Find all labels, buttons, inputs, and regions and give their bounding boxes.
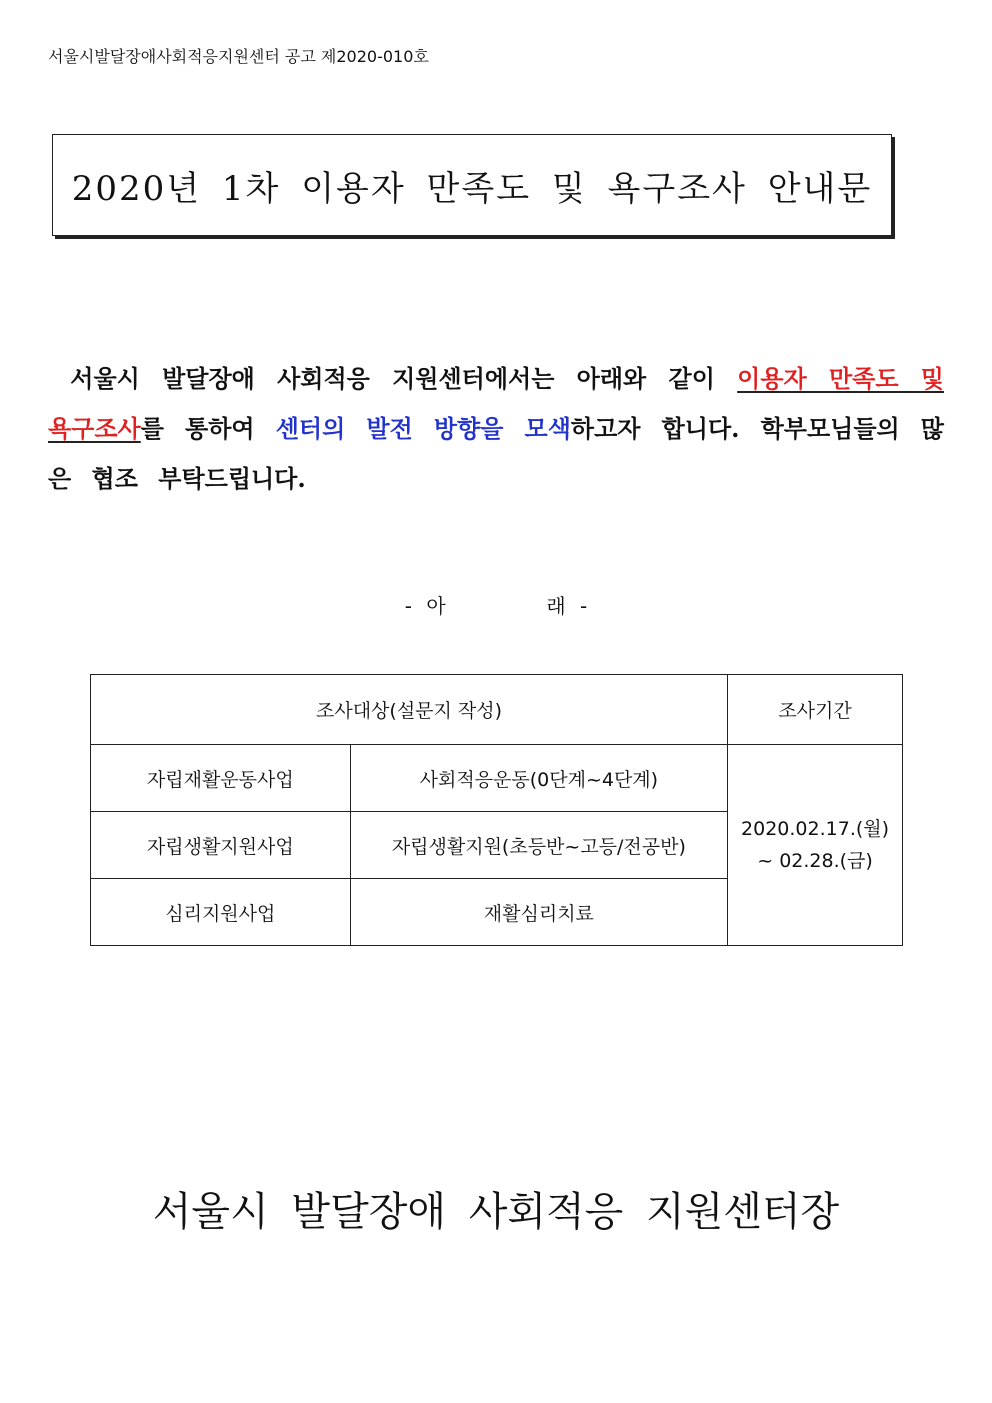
detail-cell: 사회적응운동(0단계~4단계) bbox=[350, 745, 727, 812]
document-title: 2020년 1차 이용자 만족도 및 욕구조사 안내문 bbox=[71, 168, 873, 209]
notice-heading bbox=[0, 590, 992, 619]
program-cell: 심리지원사업 bbox=[91, 879, 351, 946]
issuer-signature: 서울시 발달장애 사회적응 지원센터장 bbox=[152, 1189, 840, 1235]
notice-number: 서울시발달장애사회적응지원센터 공고 제2020-010호 bbox=[48, 47, 429, 66]
period-end: ~ 02.28.(금) bbox=[757, 850, 873, 872]
survey-table bbox=[90, 674, 903, 946]
period-start: 2020.02.17.(월) bbox=[741, 818, 890, 840]
intro-highlight-direction: 센터의 발전 방향을 모색 bbox=[275, 414, 571, 443]
document-title-box bbox=[52, 134, 892, 236]
program-cell: 자립생활지원사업 bbox=[91, 812, 351, 879]
detail-cell: 재활심리치료 bbox=[350, 879, 727, 946]
header-target: 조사대상(설문지 작성) bbox=[91, 675, 728, 745]
intro-highlight-survey: 이용자 만족도 및 욕구조사 bbox=[48, 364, 944, 443]
intro-text-2: 를 통하여 bbox=[140, 414, 276, 443]
heading-dash-left: - bbox=[404, 594, 412, 618]
intro-text-1: 서울시 발달장애 사회적응 지원센터에서는 아래와 같이 bbox=[70, 364, 738, 393]
heading-char-1: 아 bbox=[426, 594, 446, 618]
period-cell bbox=[728, 745, 903, 946]
table-row bbox=[91, 745, 903, 812]
program-cell: 자립재활운동사업 bbox=[91, 745, 351, 812]
header-period: 조사기간 bbox=[728, 675, 903, 745]
intro-text-3: 하고자 합니다. 학부모님들의 많은 협조 부탁드립니다. bbox=[48, 414, 944, 493]
detail-cell: 자립생활지원(초등반~고등/전공반) bbox=[350, 812, 727, 879]
intro-paragraph bbox=[48, 354, 944, 504]
table-header-row bbox=[91, 675, 903, 745]
heading-char-2: 래 bbox=[546, 594, 566, 618]
heading-dash-right: - bbox=[580, 594, 588, 618]
